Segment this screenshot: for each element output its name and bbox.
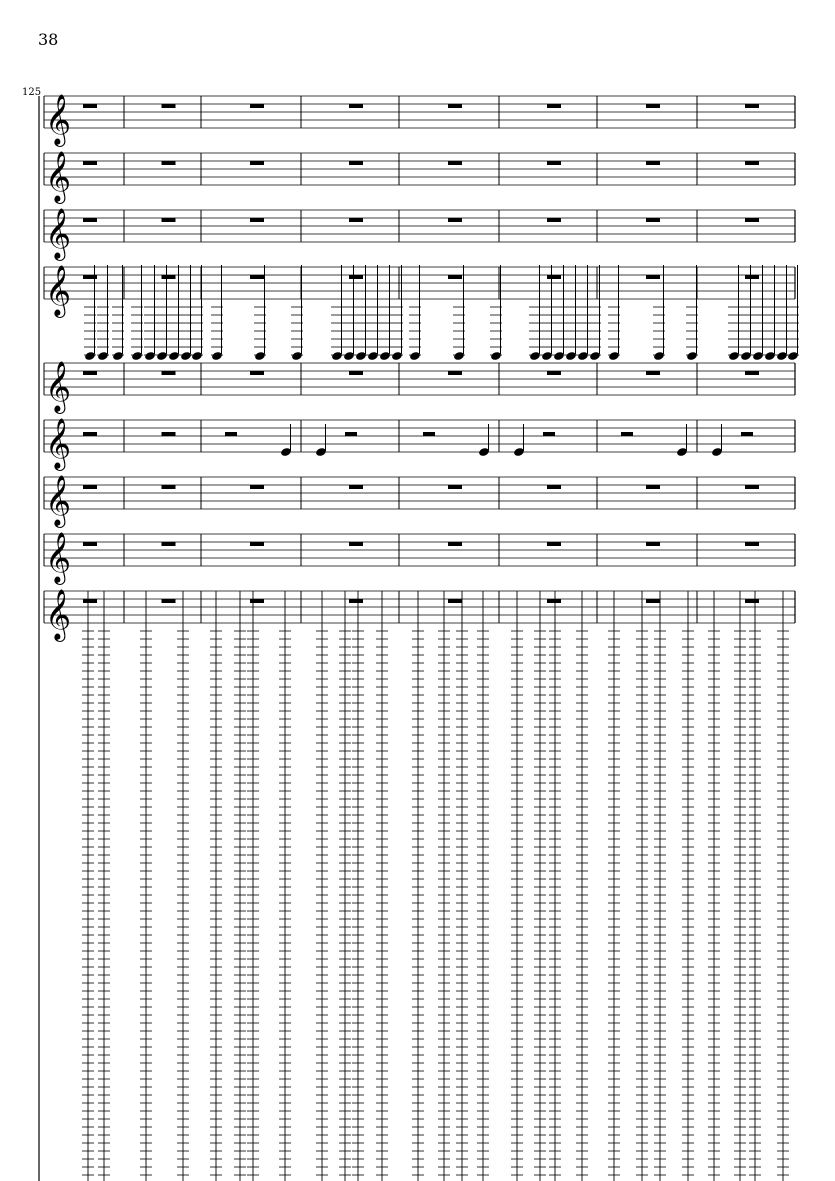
- whole-rest: [745, 218, 759, 222]
- whole-rest: [646, 371, 660, 375]
- half-rest: [83, 432, 97, 436]
- treble-clef-icon: 𝄞: [45, 151, 72, 202]
- whole-rest: [448, 542, 462, 546]
- whole-rest: [745, 485, 759, 489]
- whole-rest: [547, 485, 561, 489]
- whole-rest: [547, 542, 561, 546]
- whole-rest: [646, 599, 660, 603]
- whole-rest: [162, 275, 176, 279]
- whole-rest: [349, 161, 363, 165]
- whole-rest: [646, 485, 660, 489]
- whole-rest: [745, 161, 759, 165]
- whole-rest: [162, 218, 176, 222]
- half-rest: [423, 432, 435, 436]
- whole-rest: [83, 371, 97, 375]
- whole-rest: [547, 275, 561, 279]
- whole-rest: [349, 218, 363, 222]
- whole-rest: [162, 485, 176, 489]
- whole-rest: [162, 161, 176, 165]
- half-rest: [225, 432, 237, 436]
- whole-rest: [162, 599, 176, 603]
- whole-rest: [162, 104, 176, 108]
- whole-rest: [349, 599, 363, 603]
- treble-clef-icon: 𝄞: [45, 418, 72, 469]
- whole-rest: [547, 161, 561, 165]
- treble-clef-icon: 𝄞: [45, 589, 72, 640]
- whole-rest: [448, 104, 462, 108]
- whole-rest: [646, 275, 660, 279]
- whole-rest: [646, 104, 660, 108]
- whole-rest: [646, 218, 660, 222]
- whole-rest: [547, 371, 561, 375]
- whole-rest: [349, 104, 363, 108]
- half-rest: [741, 432, 753, 436]
- treble-clef-icon: 𝄞: [45, 94, 72, 145]
- treble-clef-icon: 𝄞: [45, 475, 72, 526]
- whole-rest: [349, 485, 363, 489]
- whole-rest: [83, 161, 97, 165]
- whole-rest: [745, 542, 759, 546]
- whole-rest: [448, 485, 462, 489]
- whole-rest: [250, 371, 264, 375]
- whole-rest: [745, 275, 759, 279]
- half-rest: [543, 432, 555, 436]
- whole-rest: [349, 275, 363, 279]
- whole-rest: [547, 218, 561, 222]
- whole-rest: [646, 542, 660, 546]
- whole-rest: [83, 485, 97, 489]
- whole-rest: [250, 218, 264, 222]
- half-rest: [621, 432, 633, 436]
- whole-rest: [745, 371, 759, 375]
- treble-clef-icon: 𝄞: [45, 208, 72, 259]
- whole-rest: [250, 599, 264, 603]
- measure-number: 125: [22, 87, 42, 98]
- whole-rest: [83, 599, 97, 603]
- treble-clef-icon: 𝄞: [45, 265, 72, 316]
- whole-rest: [250, 161, 264, 165]
- half-rest: [345, 432, 357, 436]
- whole-rest: [547, 599, 561, 603]
- treble-clef-icon: 𝄞: [45, 361, 72, 412]
- whole-rest: [250, 485, 264, 489]
- whole-rest: [448, 275, 462, 279]
- whole-rest: [162, 371, 176, 375]
- whole-rest: [250, 275, 264, 279]
- treble-clef-icon: 𝄞: [45, 532, 72, 583]
- whole-rest: [83, 218, 97, 222]
- whole-rest: [448, 371, 462, 375]
- whole-rest: [646, 161, 660, 165]
- whole-rest: [250, 104, 264, 108]
- whole-rest: [547, 104, 561, 108]
- whole-rest: [83, 542, 97, 546]
- whole-rest: [448, 218, 462, 222]
- whole-rest: [83, 104, 97, 108]
- whole-rest: [448, 161, 462, 165]
- page-number: 38: [38, 30, 59, 49]
- whole-rest: [745, 599, 759, 603]
- whole-rest: [250, 542, 264, 546]
- whole-rest: [745, 104, 759, 108]
- half-rest: [162, 432, 176, 436]
- whole-rest: [349, 542, 363, 546]
- whole-rest: [162, 542, 176, 546]
- whole-rest: [349, 371, 363, 375]
- whole-rest: [448, 599, 462, 603]
